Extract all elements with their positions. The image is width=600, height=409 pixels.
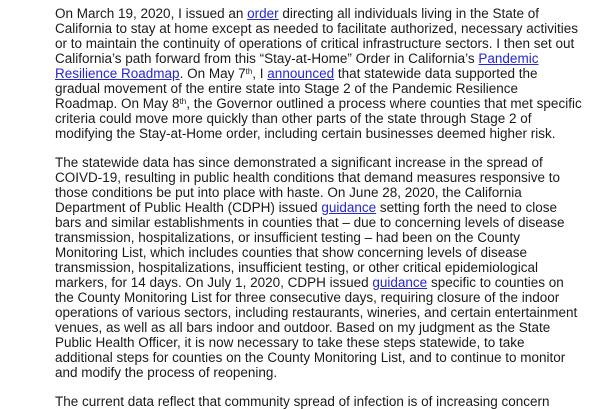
- text-run: The statewide data has since demonstrated a significant increase in the spread of COIVD-19, resulting in public health conditions that demand measures responsive to those conditions be put into place with haste. On June 28, 2020, the California Department of Public Health (CDPH) issued: [55, 155, 561, 215]
- text-run: setting forth the need to close bars and similar establishments in counties that – due to concerning levels of disease transmission, hospitalizations, or insufficient testing – had been on the County Monitoring List, which includes counties that show concerning levels of disease transmission, hospitalizations, insufficient testing, or other critical epidemiological markers, for 14 days. On July 1, 2020, CDPH issued: [55, 200, 565, 290]
- hyperlink[interactable]: announced: [267, 66, 335, 81]
- hyperlink[interactable]: guidance: [321, 200, 377, 215]
- text-run: that statewide data supported the gradual movement of the entire state into Stage 2 of the Pandemic Resilience Roadmap. On May 8: [55, 66, 538, 111]
- text-run: , I: [252, 66, 268, 81]
- paragraph: [55, 155, 582, 380]
- superscript-text: th: [179, 97, 187, 106]
- hyperlink[interactable]: order: [247, 6, 279, 21]
- text-run: specific to counties on the County Monitoring List for three consecutive days, requiring closure of the indoor operations of various sectors, including restaurants, wineries, and certain entertainment venues, as well as all bars indoor and outdoor. Based on my judgment as the State Public Health Officer, it is now necessary to take these steps statewide, to take additional steps for counties on the County Monitoring List, and to continue to monitor and modify the process of reopening.: [55, 275, 578, 380]
- text-run: . On May 7: [179, 66, 246, 81]
- hyperlink[interactable]: guidance: [372, 275, 428, 290]
- hyperlink[interactable]: Pandemic Resilience Roadmap: [55, 51, 539, 81]
- text-run: , the Governor outlined a process where counties that met specific criteria could move more quickly than other parts of the state through Stage 2 of modifying the Stay-at-Home order, including certain businesses deemed higher risk.: [55, 96, 582, 141]
- text-run: The current data reflect that community spread of infection is of increasing concern: [55, 394, 550, 409]
- paragraph: [55, 6, 582, 141]
- text-run: On March 19, 2020, I issued an: [55, 6, 248, 21]
- superscript-text: th: [245, 67, 253, 76]
- document-body: [55, 6, 582, 409]
- paragraph: [55, 394, 582, 409]
- text-run: directing all individuals living in the State of California to stay at home except as needed to facilitate authorized, necessary activities or to maintain the continuity of operations of critical infrastructure sectors. I then set out California’s path forward from this “Stay-at-Home” Order in California’s: [55, 6, 579, 66]
